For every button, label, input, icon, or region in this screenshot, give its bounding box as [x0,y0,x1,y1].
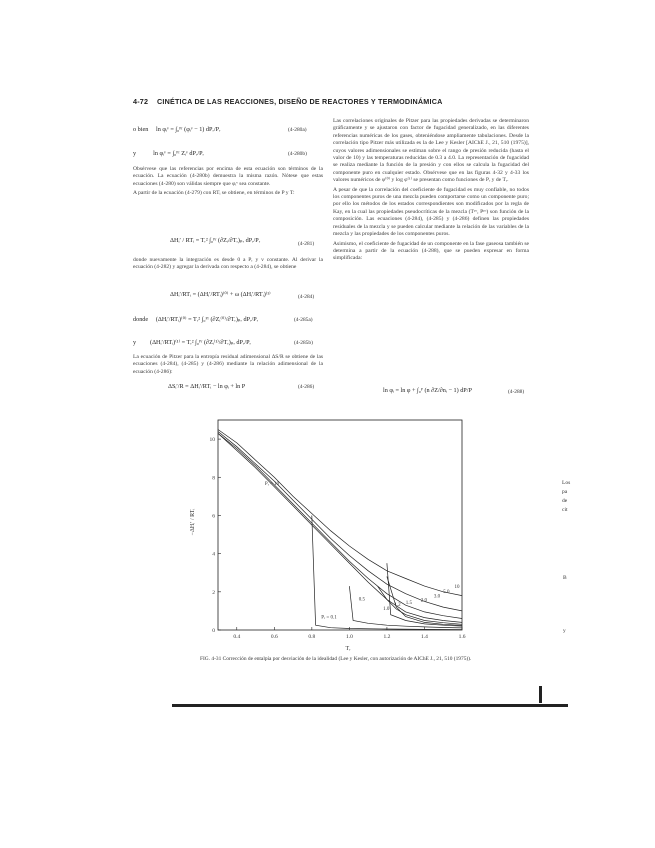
series-line [218,433,462,622]
paragraph-text: Obsérvese que las referencias por encima de esta ecuación son términos de la ecuación. La ecuación (4-280b) demuestra la misma razón. Nótese que estas ecuaciones (4-280) son válidas siempre que φᵢᵛ sea constante. [133,166,323,187]
eq-4-280a [133,126,220,133]
x-tick-label: 1.6 [458,634,466,640]
y-tick-label: 8 [212,475,215,482]
curve-label: 0.5 [358,597,366,603]
paragraph-text: A partir de la ecuación (4-279) con RTᵢ se obtiene, en términos de P y T: [133,190,295,197]
eq-4-284: ΔHᵢ′/RTᵢ = (ΔHᵢ′/RTᵢ)⁽⁰⁾ + ω (ΔHᵢ′/RTᵢ)⁽¹⁾ [170,291,271,298]
y-tick-label: 4 [212,551,215,558]
x-tick-label: 0.4 [233,634,241,640]
eq-lead: y [133,150,137,157]
eq-4-280b [133,150,204,157]
eq-body: ln φᵢᵛ = ∫₀ᴾʳ Zᵢᵛ dPᵣ/Pᵣ [153,150,204,157]
bottom-rule [172,704,568,707]
eq-number: (4-280b) [288,151,307,157]
chart-curve-labels [265,482,460,621]
eq-lead: o bien [133,126,149,133]
eq-number: (4-281) [298,241,315,247]
paragraph-text: Las correlaciones originales de Pitzer para las propiedades derivadas se determinaron gráficamente y se ajustaron con factor de fugacidad generalizado, en las diferentes referencias numéricas de los gases, obteniéndose ampliamente tabulaciones. Desde la correlación tipo Pitzer más utilizada es la de Lee y Kesler [AIChE J., 21, 510 (1975)], cuyos valores adimensionales se estiman sobre el rango de presión reducida (hasta el valor de 10) y las temperaturas reducidas de 0.3 a 4.0. La representación de fugacidad se realiza mediante la función de la presión y con ellos se calcula la fugacidad del componente puro en cualquier estado. Obsérvese que en las figuras 4-32 y 4-33 los valores numéricos de φ⁽⁰⁾ y log φ⁽¹⁾ se presentan como funciones de Pᵣ y de Tᵣ. [333,118,529,184]
x-tick-label: 1.0 [345,634,353,640]
right-column-text [333,118,529,265]
curve-label: Pᵣ = 0.1 [321,615,337,621]
eq-number: (4-286) [298,384,315,390]
margin-fragment: Los [562,480,571,486]
x-tick-label: 0.6 [270,634,278,640]
enthalpy-departure-chart [180,402,480,652]
eq-number: (4-280a) [288,127,307,133]
chart-ticks [210,437,466,640]
margin-fragment: y [563,628,566,634]
curve-label: Pᵣ = 10 [264,481,280,487]
curve-label: 1.5 [405,601,412,607]
curve-label: 2.0 [420,598,427,604]
left-paragraph-3: La ecuación de Pitzer para la entropía residual adimensional ΔS/R se obtiene de las ecuaciones (4-284), (4-285) y (4-286) mediante la relación adimensional de la ecuación (4-286): [133,354,323,375]
series-line [218,430,462,596]
page-number: 4-72 [133,97,149,106]
margin-fragment: cit [562,507,568,513]
eq-4-288: ln φᵢ = ln φ + ∫₀ᴾ (n ∂Z/∂nᵢ − 1) dP/P [383,387,472,394]
y-tick-label: 10 [209,437,215,444]
y-tick-label: 2 [212,589,215,596]
eq-4-285a [133,316,258,323]
eq-body: (ΔHᵢ′/RTᵢ)⁽¹⁾ = Tᵣ² ∫₀ᴾʳ (∂Zᵢ⁽¹⁾/∂Tᵣ)ₚᵣ dPᵣ/Pᵣ [150,339,251,346]
left-paragraph-1 [133,166,323,200]
left-paragraph-2: donde nuevamente la integración es desde 0 a Pᵣ y v constante. Al derivar la ecuación (4-282) y agregar la derivada con respecto a (4-284), se obtiene [133,257,323,271]
margin-fragment: de [562,498,568,504]
curve-label: 5.0 [443,589,450,595]
series-line [218,433,462,618]
eq-number: (4-284) [298,294,315,300]
series-line [218,432,462,611]
eq-number: (4-288) [508,389,525,395]
curve-label: 3.0 [433,594,441,600]
eq-number: (4-285a) [294,317,313,323]
running-title: CINÉTICA DE LAS REACCIONES, DISEÑO DE REACTORES Y TERMODINÁMICA [156,97,443,106]
paragraph-text: Asimismo, el coeficiente de fugacidad de un componente en la fase gaseosa también se determina a partir de la ecuación (4-288), que se pueden expresar en forma simplificada: [333,240,529,262]
page-header [133,97,442,106]
eq-number: (4-285b) [294,340,313,346]
eq-lead: y [133,339,137,346]
x-axis-label: Tᵣ [345,646,351,652]
margin-fragment: B [563,575,567,581]
eq-lead: donde [133,316,149,323]
x-tick-label: 1.2 [383,634,391,640]
curve-label: 1.0 [383,606,390,612]
y-tick-label: 0 [212,628,215,634]
x-tick-label: 0.8 [308,634,316,640]
curve-label: 10 [454,585,460,590]
y-axis-label: −ΔHᵢ′ / RTᵢ [190,508,196,536]
paragraph-text: A pesar de que la correlación del coeficiente de fugacidad es muy confiable, no todos los componentes puros de una mezcla pueden comportarse como un componente puro; por ello los métodos de los estados correspondientes son modificados por la regla de Kay, en la cual las propiedades pseudocríticas de la mezcla (Tᵖᶜ, Pᵖᶜ) son función de la composición. Las ecuaciones (4-284), (4-285) y (4-286) definen las propiedades residuales de la mezcla y se pueden calcular mediante la relación de las variables de la mezcla y las propiedades de los componentes puros. [333,186,529,238]
eq-body: (ΔHᵢ′/RTᵢ)⁽⁰⁾ = Tᵣ² ∫₀ᴾʳ (∂Zᵢ⁽⁰⁾/∂Tᵣ)ₚᵣ dPᵣ/Pᵣ [155,316,259,323]
edge-mark [539,686,542,703]
eq-4-281: ΔHᵢ′ / RTᵢ = Tᵣ² ∫₀ᴾʳ (∂Zᵢ/∂Tᵣ)ₚᵣ dPᵣ/Pᵣ [170,237,261,244]
series-line [312,516,462,630]
figure-caption: FIG. 4-31 Corrección de entalpía por desviación de la idealidad (Lee y Kesler, con autorización de AIChE J., 21, 510 (1975)). [200,656,472,662]
y-tick-label: 6 [212,513,215,520]
eq-body: ln φᵢᵛ = ∫₀ᴾʳ (φᵢᵛ − 1) dPᵣ/Pᵣ [156,126,221,133]
eq-4-285b [133,339,251,346]
curve-label: 1.2 [394,603,401,609]
eq-4-286: ΔSᵢ′/R = ΔHᵢ′/RTᵢ − ln φᵢ + ln P [168,383,246,390]
margin-fragment: pa [562,489,568,495]
x-tick-label: 1.4 [421,634,428,640]
